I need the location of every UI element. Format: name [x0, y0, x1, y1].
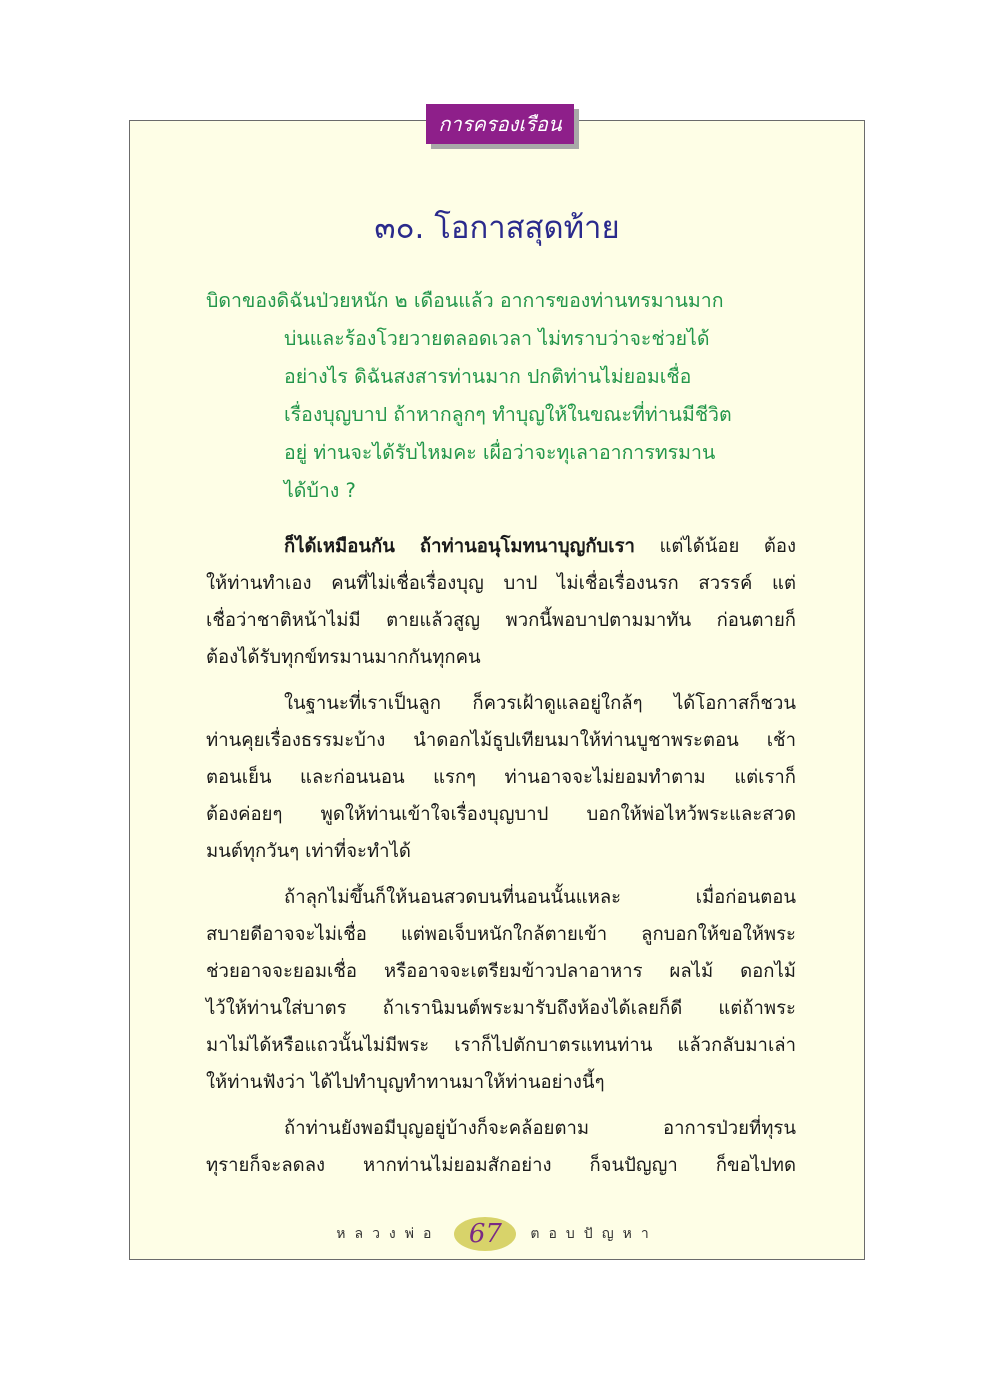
answer-line: ตอนเย็น และก่อนนอน แรกๆ ท่านอาจจะไม่ยอมทำตาม แต่เราก็	[206, 767, 796, 788]
answer-line: ต้องค่อยๆ พูดให้ท่านเข้าใจเรื่องบุญบาป บอกให้พ่อไหว้พระและสวด	[206, 804, 796, 825]
answer-line: ไว้ให้ท่านใส่บาตร ถ้าเรานิมนต์พระมารับถึงห้องได้เลยก็ดี แต่ถ้าพระ	[206, 998, 796, 1019]
question-line: บ่นและร้องโวยวายตลอดเวลา ไม่ทราบว่าจะช่วยได้	[284, 327, 710, 350]
answer-lead-rest: แต่ได้น้อย ต้อง	[634, 536, 796, 557]
answer-line: ท่านคุยเรื่องธรรมะบ้าง นำดอกไม้ธูปเทียนมาให้ท่านบูชาพระตอน เช้า	[206, 730, 796, 751]
section-tab	[426, 104, 574, 144]
answer-line: ในฐานะที่เราเป็นลูก ก็ควรเฝ้าดูแลอยู่ใกล้ๆ ได้โอกาสก็ชวน	[284, 693, 796, 714]
answer-paragraph-2	[206, 685, 796, 870]
answer-line: ทุรายก็จะลดลง หากท่านไม่ยอมสักอย่าง ก็จนปัญญา ก็ขอไปทด	[206, 1155, 796, 1176]
answer-line: มาไม่ได้หรือแถวนั้นไม่มีพระ เราก็ไปตักบาตรแทนท่าน แล้วกลับมาเล่า	[206, 1035, 796, 1056]
answer-paragraph-1	[206, 528, 796, 676]
answer-line: ช่วยอาจจะยอมเชื่อ หรืออาจจะเตรียมข้าวปลาอาหาร ผลไม้ ดอกไม้	[206, 961, 796, 982]
answer-line: ให้ท่านทำเอง คนที่ไม่เชื่อเรื่องบุญ บาป ไม่เชื่อเรื่องนรก สวรรค์ แต่	[206, 573, 796, 594]
page-footer	[129, 1214, 865, 1254]
answer-line: เชื่อว่าชาติหน้าไม่มี ตายแล้วสูญ พวกนี้พอบาปตามมาทัน ก่อนตายก็	[206, 610, 796, 631]
page-number-badge	[454, 1217, 516, 1251]
question-line: อยู่ ท่านจะได้รับไหมคะ เผื่อว่าจะทุเลาอาการทรมาน	[284, 441, 716, 464]
answer-line: ถ้าท่านยังพอมีบุญอยู่บ้างก็จะคล้อยตาม อาการป่วยที่ทุรน	[284, 1118, 796, 1139]
page-number: 67	[468, 1219, 502, 1249]
question-line: บิดาของดิฉันป่วยหนัก ๒ เดือนแล้ว อาการของท่านทรมานมาก	[206, 289, 724, 312]
question-line: อย่างไร ดิฉันสงสารท่านมาก ปกติท่านไม่ยอมเชื่อ	[284, 365, 692, 388]
footer-left-text: หลวงพ่อ	[336, 1226, 441, 1242]
answer-line: ต้องได้รับทุกข์ทรมานมากกันทุกคน	[206, 647, 481, 668]
answer-line: ถ้าลุกไม่ขึ้นก็ให้นอนสวดบนที่นอนนั้นแหละ เมื่อก่อนตอน	[284, 887, 796, 908]
footer-right-text: ตอบปัญหา	[530, 1226, 658, 1242]
answer-line: ให้ท่านฟังว่า ได้ไปทำบุญทำทานมาให้ท่านอย่างนี้ๆ	[206, 1072, 605, 1093]
answer-block	[206, 528, 796, 1193]
answer-line	[206, 528, 796, 565]
question-line: ได้บ้าง ?	[284, 479, 356, 502]
question-line: เรื่องบุญบาป ถ้าหากลูกๆ ทำบุญให้ในขณะที่ท่านมีชีวิต	[284, 403, 732, 426]
answer-paragraph-4	[206, 1110, 796, 1184]
answer-paragraph-3	[206, 879, 796, 1101]
answer-line: สบายดีอาจจะไม่เชื่อ แต่พอเจ็บหนักใกล้ตายเข้า ลูกบอกให้ขอให้พระ	[206, 924, 796, 945]
section-label: การครองเรือน	[438, 112, 562, 136]
answer-lead-bold: ก็ได้เหมือนกัน ถ้าท่านอนุโมทนาบุญกับเรา	[284, 536, 635, 557]
chapter-title: ๓๐. โอกาสสุดท้าย	[374, 210, 620, 246]
question-block	[206, 282, 796, 510]
answer-line: มนต์ทุกวันๆ เท่าที่จะทำได้	[206, 841, 411, 862]
